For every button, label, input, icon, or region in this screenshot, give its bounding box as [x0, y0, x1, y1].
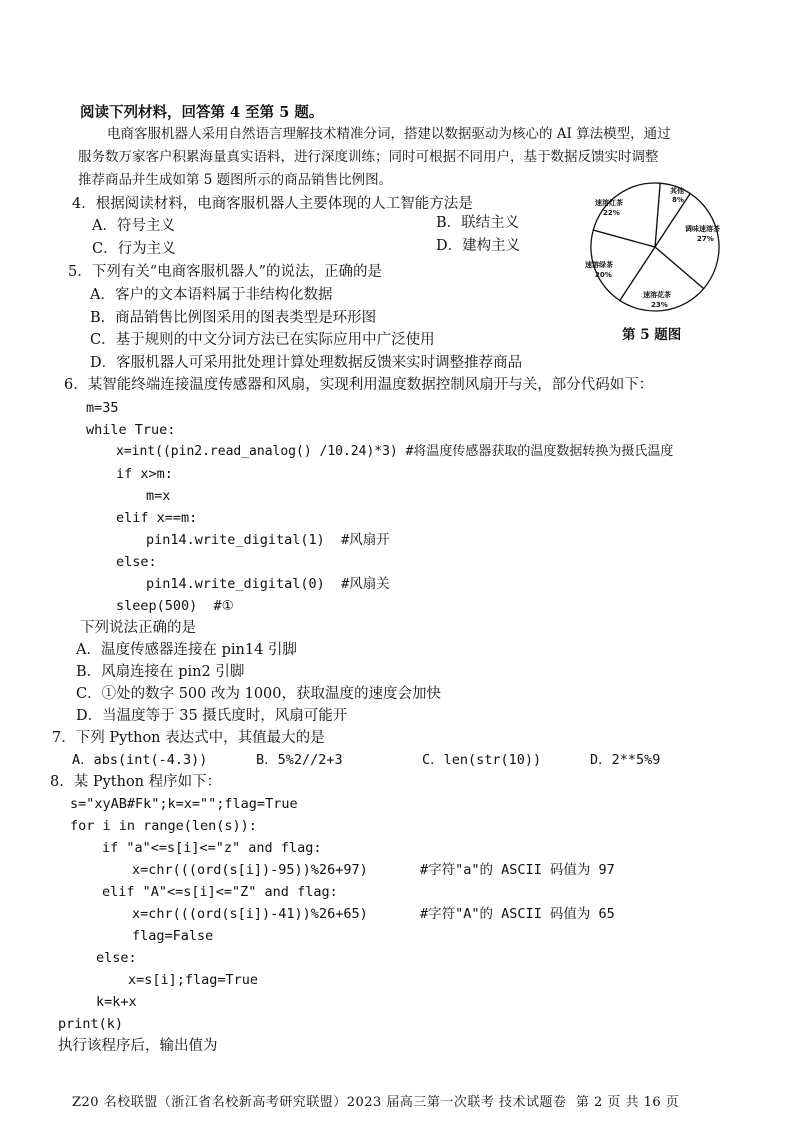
q7-stem: 7．下列 Python 表达式中，其值最大的是 [52, 730, 325, 746]
slice-label-flavored-value: 27% [697, 235, 714, 243]
q6-code-line-2: while True: [86, 422, 176, 438]
q6-option-d[interactable]: D．当温度等于 35 摄氏度时，风扇可能开 [76, 708, 348, 724]
q8-code-line-6: x=chr(((ord(s[i])-41))%26+65) [132, 906, 368, 922]
slice-label-flavored-name: 调味速溶茶 [685, 225, 720, 233]
q6-code-line-9: pin14.write_digital(0) #风扇关 [146, 576, 390, 592]
q6-code-line-10: sleep(500) #① [116, 598, 234, 614]
q7-option-d[interactable]: D．2**5%9 [590, 752, 661, 768]
q6-subprompt: 下列说法正确的是 [80, 620, 196, 636]
q8-code-line-4: x=chr(((ord(s[i])-95))%26+97) [132, 862, 368, 878]
q8-comment-1: #字符"a"的 ASCII 码值为 97 [420, 862, 615, 878]
q8-question: 执行该程序后，输出值为 [58, 1038, 218, 1054]
q6-stem: 6．某智能终端连接温度传感器和风扇，实现利用温度数据控制风扇开与关，部分代码如下： [64, 377, 654, 393]
slice-label-flower-value: 23% [651, 301, 668, 309]
q8-code-line-1: s="xyAB#Fk";k=x="";flag=True [70, 796, 298, 812]
slice-label-green-value: 20% [595, 271, 612, 279]
q6-option-c[interactable]: C．①处的数字 500 改为 1000，获取温度的速度会加快 [76, 686, 441, 702]
page-footer: Z20 名校联盟（浙江省名校新高考研究联盟）2023 届高三第一次联考 技术试题卷 第 2 页 共 16 页 [72, 1095, 680, 1110]
slice-label-green-name: 速溶绿茶 [585, 261, 613, 269]
q8-code-line-2: for i in range(len(s)): [70, 818, 257, 834]
q8-code-line-3: if "a"<=s[i]<="z" and flag: [102, 840, 322, 856]
q6-code-line-1: m=35 [86, 400, 119, 416]
q7-option-c[interactable]: C．len(str(10)) [422, 752, 542, 768]
reading-instruction: 阅读下列材料，回答第 4 至第 5 题。 [80, 104, 324, 121]
q6-code-line-7: pin14.write_digital(1) #风扇开 [146, 532, 390, 548]
figure-caption: 第 5 题图 [622, 327, 682, 343]
slice-label-flower-name: 速溶花茶 [643, 291, 671, 299]
q5-option-b[interactable]: B．商品销售比例图采用的图表类型是环形图 [90, 310, 377, 326]
q4-option-c[interactable]: C．行为主义 [92, 241, 176, 257]
q6-option-a[interactable]: A．温度传感器连接在 pin14 引脚 [76, 642, 297, 658]
q8-stem: 8．某 Python 程序如下： [50, 774, 222, 790]
q5-stem: 5．下列有关“电商客服机器人”的说法，正确的是 [68, 264, 383, 280]
q6-code-line-8: else: [116, 554, 157, 570]
q4-option-a[interactable]: A．符号主义 [92, 218, 175, 234]
q8-code-line-5: elif "A"<=s[i]<="Z" and flag: [102, 884, 338, 900]
q7-option-a[interactable]: A．abs(int(-4.3)) [72, 752, 208, 768]
q6-code-line-4: if x>m: [116, 466, 173, 482]
passage-line-1: 电商客服机器人采用自然语言理解技术精准分词，搭建以数据驱动为核心的 AI 算法模型，通过 [107, 126, 671, 142]
q6-code-line-5: m=x [146, 488, 171, 504]
q8-code-line-9: x=s[i];flag=True [128, 972, 259, 988]
q8-code-line-8: else: [96, 950, 137, 966]
q6-option-b[interactable]: B．风扇连接在 pin2 引脚 [76, 664, 245, 680]
slice-label-black-name: 速溶红茶 [595, 199, 623, 207]
q4-option-d[interactable]: D．建构主义 [436, 238, 521, 254]
q8-comment-2: #字符"A"的 ASCII 码值为 65 [420, 906, 615, 922]
slice-label-other-value: 8% [672, 196, 684, 204]
passage-line-2: 服务数万家客户积累海量真实语料，进行深度训练；同时可根据不同用户，基于数据反馈实时调整 [78, 149, 659, 165]
q8-code-line-11: print(k) [58, 1016, 124, 1032]
q5-option-a[interactable]: A．客户的文本语料属于非结构化数据 [90, 287, 333, 303]
q8-code-line-7: flag=False [132, 928, 214, 944]
slice-label-black-value: 22% [603, 209, 620, 217]
slice-label-other-name: 其他 [670, 187, 684, 195]
passage-line-3: 推荐商品并生成如第 5 题图所示的商品销售比例图。 [78, 172, 393, 188]
q7-option-b[interactable]: B．5%2//2+3 [256, 752, 343, 768]
q6-code-line-6: elif x==m: [116, 510, 198, 526]
q8-code-line-10: k=k+x [96, 994, 137, 1010]
q4-option-b[interactable]: B．联结主义 [436, 215, 520, 231]
sales-pie-chart [575, 175, 735, 325]
q5-option-c[interactable]: C．基于规则的中文分词方法已在实际应用中广泛使用 [90, 332, 435, 348]
q4-stem: 4．根据阅读材料，电商客服机器人主要体现的人工智能方法是 [72, 196, 473, 212]
q5-option-d[interactable]: D．客服机器人可采用批处理计算处理数据反馈来实时调整推荐商品 [90, 355, 523, 371]
q6-code-line-3: x=int((pin2.read_analog() /10.24)*3) #将温度传感器获取的温度数据转换为摄氏温度 [116, 444, 674, 459]
